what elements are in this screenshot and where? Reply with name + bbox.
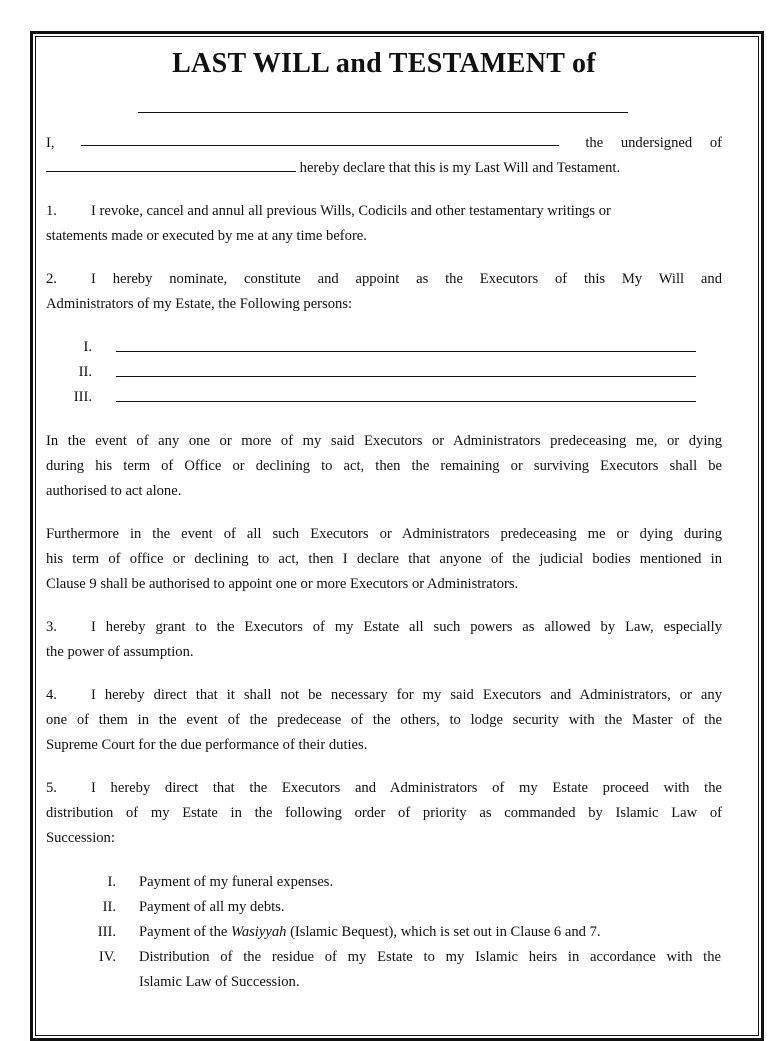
intro-line-2 [46, 156, 722, 181]
clause-5-line-2: distribution of my Estate in the following order of priority as commanded by Islamic Law of [46, 805, 722, 821]
clause-4-line-3: Supreme Court for the due performance of their duties. [46, 737, 368, 753]
paragraph-line: during his term of Office or declining to act, then the remaining or surviving Executors shall be [46, 458, 722, 474]
clause-2 [46, 267, 722, 317]
priority-numeral: I. [107, 874, 116, 890]
priority-line: Islamic Law of Succession. [139, 974, 300, 990]
paragraph-line: In the event of any one or more of my said Executors or Administrators predeceasing me, or dying [46, 433, 722, 449]
clause-number: 2. [46, 271, 57, 287]
priority-line: Distribution of the residue of my Estate to my Islamic heirs in accordance with the [139, 949, 721, 965]
intro-declaration: hereby declare that this is my Last Will and Testament. [299, 160, 621, 176]
clause-3-line-2: the power of assumption. [46, 644, 194, 660]
executor-blank [116, 376, 696, 377]
clause-text: I hereby direct that it shall not be necessary for my said Executors and Administrators, or any [91, 687, 722, 703]
clause-1 [46, 199, 722, 249]
executor-blank [116, 401, 696, 402]
intro-paragraph [46, 131, 722, 181]
testator-name-line [138, 112, 628, 113]
clause-text: I revoke, cancel and annul all previous Wills, Codicils and other testamentary writings or [91, 203, 611, 219]
predecease-paragraph [46, 429, 722, 504]
clause-text: I hereby nominate, constitute and appoint as the Executors of this My Will and [91, 271, 722, 287]
clause-number: 5. [46, 780, 57, 796]
clause-4 [46, 683, 722, 758]
intro-undersigned: the undersigned of [585, 135, 722, 151]
clause-1-line-2: statements made or executed by me at any time before. [46, 228, 367, 244]
clause-3 [46, 615, 722, 665]
priority-text: Payment of all my debts. [139, 899, 285, 915]
paragraph-line: Furthermore in the event of all such Executors or Administrators predeceasing me or dying during [46, 526, 722, 542]
clause-4-line-2: one of them in the event of the predecease of the others, to lodge security with the Master of the [46, 712, 722, 728]
executor-numeral: I. [83, 339, 92, 355]
intro-pronoun: I, [46, 135, 55, 151]
paragraph-line: his term of office or declining to act, then I declare that anyone of the judicial bodies mentioned in [46, 551, 722, 567]
furthermore-paragraph [46, 522, 722, 597]
clause-4-line-1 [46, 683, 722, 708]
clause-5 [46, 776, 722, 851]
clause-text: I hereby direct that the Executors and Administrators of my Estate proceed with the [91, 780, 722, 796]
priority-text [139, 945, 721, 995]
priority-text [139, 920, 721, 945]
intro-line-1 [46, 131, 722, 156]
clause-number: 4. [46, 687, 57, 703]
address-blank [46, 157, 296, 172]
executor-row [46, 335, 722, 360]
executor-blank [116, 351, 696, 352]
clause-2-line-2: Administrators of my Estate, the Following persons: [46, 296, 353, 312]
wasiyyah-term: Wasiyyah [231, 924, 287, 940]
clause-1-line-1 [46, 199, 722, 224]
clause-5-line-3: Succession: [46, 830, 115, 846]
priority-numeral: IV. [98, 949, 116, 965]
executor-numeral: III. [73, 389, 92, 405]
executor-row [46, 360, 722, 385]
clause-number: 3. [46, 619, 57, 635]
priority-text: Payment of my funeral expenses. [139, 874, 334, 890]
clause-5-line-1 [46, 776, 722, 801]
clause-3-line-1 [46, 615, 722, 640]
priority-text-part: Payment of the [139, 924, 232, 940]
clause-2-line-1 [46, 267, 722, 292]
paragraph-line: authorised to act alone. [46, 483, 182, 499]
clause-number: 1. [46, 203, 57, 219]
document-title: LAST WILL and TESTAMENT of [172, 48, 596, 79]
executor-numeral: II. [78, 364, 92, 380]
clause-text: I hereby grant to the Executors of my Estate all such powers as allowed by Law, especially [91, 619, 722, 635]
priority-numeral: II. [102, 899, 116, 915]
name-blank [81, 131, 559, 146]
priority-numeral: III. [97, 924, 116, 940]
executor-row [46, 385, 722, 410]
priority-text-part: (Islamic Bequest), which is set out in Clause 6 and 7. [286, 924, 601, 940]
paragraph-line: Clause 9 shall be authorised to appoint one or more Executors or Administrators. [46, 576, 519, 592]
